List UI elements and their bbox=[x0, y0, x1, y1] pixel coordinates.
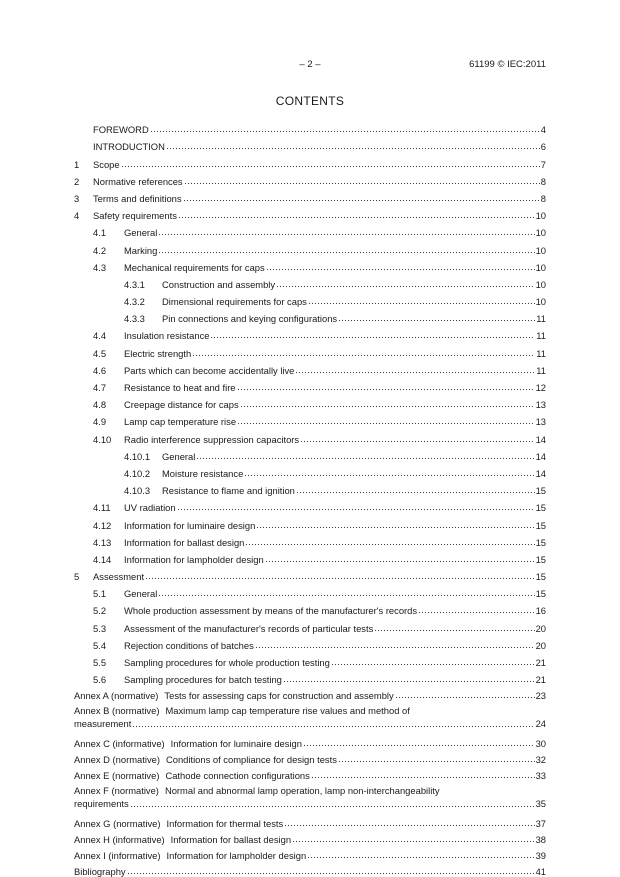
toc-entry[interactable] bbox=[74, 479, 546, 496]
toc-entry-number: 4.7 bbox=[93, 382, 107, 393]
toc-entry-label: Insulation resistance bbox=[124, 330, 210, 342]
annex-title: Information for ballast design bbox=[170, 834, 292, 846]
dot-leader bbox=[166, 141, 540, 150]
dot-leader bbox=[184, 176, 540, 185]
toc-entry-page: 39 bbox=[535, 850, 546, 862]
toc-annex-entry[interactable] bbox=[74, 749, 546, 765]
toc-entry-number: 4.6 bbox=[93, 364, 107, 376]
toc-entry-number: 4.8 bbox=[93, 399, 107, 411]
dot-leader bbox=[338, 754, 535, 763]
dot-leader bbox=[418, 605, 534, 614]
toc-entry-label: Sampling procedures for batch testing bbox=[124, 674, 282, 686]
annex-title: Information for luminaire design bbox=[170, 738, 302, 750]
toc-entry-label: Whole production assessment by means of the manufacturer's records bbox=[124, 605, 418, 617]
toc-entry[interactable] bbox=[74, 273, 546, 290]
page-number: – 2 – bbox=[299, 59, 321, 70]
annex-prefix: Annex C (informative) bbox=[74, 738, 165, 750]
toc-entry-label: Marking bbox=[124, 244, 158, 256]
toc-entry-page: 14 bbox=[535, 433, 546, 445]
toc-entry-page: 10 bbox=[535, 261, 546, 273]
toc-entry-page: 10 bbox=[535, 244, 546, 256]
toc-entry-label: UV radiation bbox=[124, 502, 176, 514]
annex-title: Conditions of compliance for design tests bbox=[165, 754, 337, 766]
toc-entry[interactable] bbox=[74, 170, 546, 187]
dot-leader bbox=[265, 554, 535, 563]
toc-entry[interactable] bbox=[74, 187, 546, 204]
annex-title: Cathode connection configurations bbox=[165, 770, 310, 782]
toc-entry-label: General bbox=[162, 450, 196, 462]
dot-leader bbox=[127, 866, 535, 875]
dot-leader bbox=[121, 159, 540, 168]
toc-entry[interactable] bbox=[74, 238, 546, 255]
toc-entry-label: Information for luminaire design bbox=[124, 519, 256, 531]
annex-title: Information for lampholder design bbox=[166, 850, 307, 862]
toc-entry-page: 8 bbox=[540, 192, 546, 204]
dot-leader bbox=[240, 399, 535, 408]
toc-entry[interactable] bbox=[74, 376, 546, 393]
toc-entry-label: Sampling procedures for whole production testing bbox=[124, 657, 330, 668]
toc-entry-number: 4.14 bbox=[93, 553, 112, 565]
toc-entry-page: 35 bbox=[535, 798, 546, 810]
toc-entry-number: 5.3 bbox=[93, 622, 107, 634]
toc-entry[interactable] bbox=[74, 616, 546, 633]
toc-entry-number: 4.10.3 bbox=[124, 485, 151, 497]
annex-prefix: Annex D (normative) bbox=[74, 754, 160, 766]
toc-entry[interactable] bbox=[74, 445, 546, 462]
dot-leader bbox=[158, 227, 534, 236]
toc-entry[interactable] bbox=[74, 634, 546, 651]
dot-leader bbox=[395, 690, 535, 699]
toc-entry[interactable] bbox=[74, 135, 546, 152]
table-of-contents bbox=[74, 118, 546, 877]
toc-entry-page: 38 bbox=[535, 834, 546, 846]
dot-leader bbox=[178, 210, 535, 219]
toc-entry-page: 33 bbox=[535, 770, 546, 782]
toc-entry[interactable] bbox=[74, 651, 546, 668]
toc-entry-label: Assessment of the manufacturer's records of particular tests bbox=[124, 622, 374, 634]
toc-entry-label: Resistance to heat and fire bbox=[124, 382, 236, 393]
dot-leader bbox=[237, 416, 535, 425]
toc-entry-page: 20 bbox=[535, 639, 546, 651]
toc-entry-page: 16 bbox=[535, 605, 546, 617]
dot-leader bbox=[196, 451, 534, 460]
dot-leader bbox=[150, 124, 540, 133]
toc-entry-label: FOREWORD bbox=[93, 124, 149, 136]
dot-leader bbox=[255, 640, 535, 649]
toc-entry-page: 20 bbox=[535, 622, 546, 634]
toc-entry[interactable] bbox=[74, 427, 546, 444]
toc-entry-number: 5.2 bbox=[93, 605, 107, 617]
toc-entry-page: 12 bbox=[535, 382, 546, 393]
page-header bbox=[74, 59, 546, 73]
toc-entry-page: 14 bbox=[535, 467, 546, 479]
annex-prefix: Annex H (informative) bbox=[74, 834, 165, 846]
dot-leader bbox=[374, 623, 534, 632]
annex-prefix: Annex F (normative) bbox=[74, 785, 159, 797]
toc-annex-entry[interactable] bbox=[74, 701, 546, 733]
toc-entry-label: Lamp cap temperature rise bbox=[124, 416, 237, 428]
toc-entry-page: 37 bbox=[535, 818, 546, 830]
toc-entry[interactable] bbox=[74, 565, 546, 582]
toc-entry-label: Creepage distance for caps bbox=[124, 399, 239, 411]
toc-entry[interactable] bbox=[74, 582, 546, 599]
dot-leader bbox=[295, 365, 535, 374]
dot-leader bbox=[307, 850, 534, 859]
toc-entry-page: 21 bbox=[535, 657, 546, 668]
dot-leader bbox=[266, 262, 535, 271]
toc-entry-page: 8 bbox=[540, 175, 546, 187]
toc-entry-page: 30 bbox=[535, 738, 546, 750]
toc-entry-number: 4.3.3 bbox=[124, 313, 145, 325]
toc-entry[interactable] bbox=[74, 531, 546, 548]
toc-entry-page: 23 bbox=[535, 690, 546, 702]
annex-prefix: Annex I (informative) bbox=[74, 850, 161, 862]
dot-leader bbox=[158, 245, 534, 254]
toc-entry[interactable] bbox=[74, 341, 546, 358]
toc-entry-page: 10 bbox=[535, 278, 546, 290]
toc-entry-page: 11 bbox=[536, 330, 546, 342]
bibliography-label: Bibliography bbox=[74, 866, 126, 877]
toc-entry-number: 4.2 bbox=[93, 244, 107, 256]
toc-entry[interactable] bbox=[74, 221, 546, 238]
toc-entry-label: Assessment bbox=[93, 571, 145, 583]
dot-leader bbox=[192, 348, 535, 357]
toc-annex-entry[interactable] bbox=[74, 845, 546, 861]
toc-entry-number: 4.12 bbox=[93, 519, 112, 531]
toc-entry-page: 15 bbox=[535, 571, 546, 583]
toc-entry[interactable] bbox=[74, 599, 546, 616]
toc-entry-label: Terms and definitions bbox=[93, 192, 182, 204]
toc-entry-page: 13 bbox=[535, 399, 546, 411]
toc-entry-label: Construction and assembly bbox=[162, 278, 276, 290]
toc-entry-page: 15 bbox=[535, 553, 546, 565]
toc-entry-number: 4.10.2 bbox=[124, 467, 151, 479]
toc-entry-page: 14 bbox=[535, 450, 546, 462]
toc-entry-label: Rejection conditions of batches bbox=[124, 639, 254, 651]
dot-leader bbox=[331, 657, 535, 666]
dot-leader bbox=[300, 434, 534, 443]
toc-entry-page: 6 bbox=[540, 141, 546, 153]
toc-entry-label: General bbox=[124, 227, 158, 239]
annex-prefix: Annex A (normative) bbox=[74, 690, 159, 702]
toc-entry-number: 5.5 bbox=[93, 657, 107, 668]
toc-entry-page: 21 bbox=[535, 674, 546, 686]
toc-annex-entry[interactable] bbox=[74, 813, 546, 829]
toc-entry-number: 4.3 bbox=[93, 261, 107, 273]
toc-entry-number: 1 bbox=[74, 158, 80, 170]
toc-entry-page: 4 bbox=[540, 124, 546, 136]
annex-title: Tests for assessing caps for construction and assembly bbox=[164, 690, 394, 702]
standard-reference: 61199 © IEC:2011 bbox=[469, 59, 546, 70]
annex-title: Information for thermal tests bbox=[166, 818, 284, 830]
dot-leader bbox=[244, 468, 534, 477]
contents-title: CONTENTS bbox=[275, 94, 345, 108]
toc-entry[interactable] bbox=[74, 152, 546, 169]
toc-entry-number: 4.3.2 bbox=[124, 296, 145, 308]
toc-entry[interactable] bbox=[74, 462, 546, 479]
toc-entry-label: Safety requirements bbox=[93, 210, 177, 222]
toc-entry-number: 4.3.1 bbox=[124, 278, 145, 290]
toc-entry-page: 11 bbox=[536, 364, 546, 376]
dot-leader bbox=[132, 719, 534, 728]
toc-entry-label: INTRODUCTION bbox=[93, 141, 165, 153]
toc-entry-number: 5.1 bbox=[93, 588, 107, 600]
toc-entry[interactable] bbox=[74, 668, 546, 685]
toc-annex-entry[interactable] bbox=[74, 829, 546, 845]
annex-prefix: Annex G (normative) bbox=[74, 818, 161, 830]
dot-leader bbox=[276, 279, 534, 288]
toc-entry[interactable] bbox=[74, 393, 546, 410]
toc-annex-entry[interactable] bbox=[74, 685, 546, 701]
toc-entry-page: 32 bbox=[535, 754, 546, 766]
toc-annex-entry[interactable] bbox=[74, 765, 546, 781]
annex-title-continuation: requirements bbox=[74, 798, 129, 810]
toc-entry-number: 4.10 bbox=[93, 433, 112, 445]
toc-entry-page: 15 bbox=[535, 519, 546, 531]
toc-entry-label: Pin connections and keying configurations bbox=[162, 313, 338, 325]
toc-entry-page: 10 bbox=[535, 296, 546, 308]
toc-entry-page: 41 bbox=[535, 866, 546, 877]
dot-leader bbox=[303, 738, 535, 747]
toc-entry-label: Mechanical requirements for caps bbox=[124, 261, 265, 273]
dot-leader bbox=[338, 313, 535, 322]
toc-entry-page: 11 bbox=[536, 313, 546, 325]
toc-entry-number: 2 bbox=[74, 175, 80, 187]
toc-entry-page: 13 bbox=[535, 416, 546, 428]
toc-entry[interactable] bbox=[74, 548, 546, 565]
toc-entry-page: 15 bbox=[535, 485, 546, 497]
toc-entry-number: 5.6 bbox=[93, 674, 107, 686]
annex-prefix: Annex E (normative) bbox=[74, 770, 160, 782]
toc-entry-page: 15 bbox=[535, 588, 546, 600]
toc-entry-page: 10 bbox=[535, 210, 546, 222]
toc-entry-label: Parts which can become accidentally live bbox=[124, 364, 295, 376]
toc-entry-label: Resistance to flame and ignition bbox=[162, 485, 295, 497]
annex-title: Maximum lamp cap temperature rise values and method of bbox=[165, 705, 410, 717]
annex-prefix: Annex B (normative) bbox=[74, 705, 160, 717]
toc-entry[interactable] bbox=[74, 307, 546, 324]
toc-entry-label: Radio interference suppression capacitors bbox=[124, 433, 300, 445]
toc-annex-entry[interactable] bbox=[74, 781, 546, 813]
dot-leader bbox=[256, 520, 534, 529]
dot-leader bbox=[284, 818, 534, 827]
toc-entry-number: 3 bbox=[74, 192, 80, 204]
toc-entry[interactable] bbox=[74, 359, 546, 376]
toc-entry-page: 15 bbox=[535, 502, 546, 514]
toc-entry-label: Electric strength bbox=[124, 347, 192, 359]
annex-title: Normal and abnormal lamp operation, lamp non-interchangeability bbox=[164, 785, 440, 797]
toc-entry-label: Dimensional requirements for caps bbox=[162, 296, 307, 308]
toc-entry-number: 4 bbox=[74, 210, 80, 222]
dot-leader bbox=[183, 193, 540, 202]
toc-entry-label: General bbox=[124, 588, 158, 600]
dot-leader bbox=[130, 799, 535, 808]
toc-entry-number: 5.4 bbox=[93, 639, 107, 651]
toc-entry-page: 10 bbox=[535, 227, 546, 239]
toc-entry[interactable] bbox=[74, 290, 546, 307]
dot-leader bbox=[283, 674, 535, 683]
dot-leader bbox=[245, 537, 534, 546]
toc-entry-label: Scope bbox=[93, 158, 120, 170]
toc-entry-number: 4.4 bbox=[93, 330, 107, 342]
toc-entry-number: 5 bbox=[74, 571, 80, 583]
toc-entry-number: 4.9 bbox=[93, 416, 107, 428]
toc-entry[interactable] bbox=[74, 410, 546, 427]
annex-title-continuation: measurement bbox=[74, 718, 132, 730]
dot-leader bbox=[158, 588, 534, 597]
toc-entry-number: 4.5 bbox=[93, 347, 107, 359]
dot-leader bbox=[237, 382, 535, 391]
toc-entry[interactable] bbox=[74, 256, 546, 273]
toc-entry-label: Information for lampholder design bbox=[124, 553, 264, 565]
toc-entry[interactable] bbox=[74, 496, 546, 513]
dot-leader bbox=[145, 571, 535, 580]
toc-entry[interactable] bbox=[74, 324, 546, 341]
toc-bibliography[interactable] bbox=[74, 861, 546, 877]
toc-entry-number: 4.10.1 bbox=[124, 450, 151, 462]
dot-leader bbox=[308, 296, 535, 305]
toc-entry-number: 4.13 bbox=[93, 536, 112, 548]
dot-leader bbox=[177, 502, 535, 511]
toc-entry-number: 4.11 bbox=[93, 502, 111, 514]
dot-leader bbox=[296, 485, 535, 494]
dot-leader bbox=[292, 834, 535, 843]
toc-entry[interactable] bbox=[74, 204, 546, 221]
toc-entry-label: Normative references bbox=[93, 175, 183, 187]
toc-entry-number: 4.1 bbox=[93, 227, 107, 239]
toc-entry[interactable] bbox=[74, 118, 546, 135]
toc-entry-label: Moisture resistance bbox=[162, 467, 244, 479]
toc-entry-page: 11 bbox=[536, 347, 546, 359]
toc-entry[interactable] bbox=[74, 513, 546, 530]
toc-entry-page: 15 bbox=[535, 536, 546, 548]
dot-leader bbox=[210, 330, 535, 339]
toc-entry-page: 24 bbox=[535, 718, 546, 730]
toc-annex-entry[interactable] bbox=[74, 733, 546, 749]
dot-leader bbox=[311, 770, 535, 779]
toc-entry-label: Information for ballast design bbox=[124, 536, 245, 548]
toc-entry-page: 7 bbox=[540, 158, 546, 170]
